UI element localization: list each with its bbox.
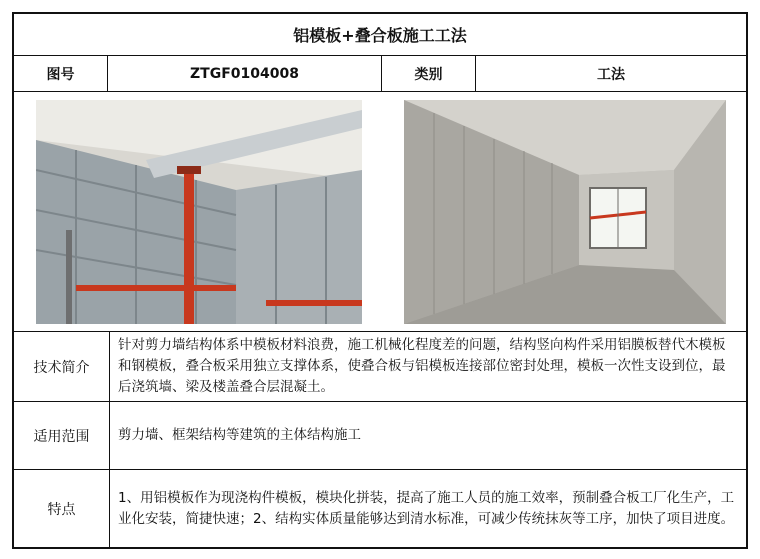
tech-intro-row: [14, 332, 746, 402]
category-value: 工法: [597, 66, 625, 83]
document-table: [12, 12, 748, 549]
finished-room-photo: [404, 100, 726, 324]
features-label: 特点: [14, 470, 110, 547]
formwork-photo-graphic: [36, 100, 362, 324]
finished-room-photo-graphic: [404, 100, 726, 324]
header-row: [14, 56, 746, 92]
scope-text: 剪力墙、框架结构等建筑的主体结构施工: [118, 427, 361, 443]
photo-row: [14, 92, 746, 332]
scope-row: [14, 402, 746, 470]
features-text: 1、用铝模板作为现浇构件模板，模块化拼装，提高了施工人员的施工效率，预制叠合板工厂化生产，工业化安装，简捷快速；2、结构实体质量能够达到清水标准，可减少传统抹灰等工序，加快了项目进度。: [118, 489, 735, 527]
code-value: ZTGF0104008: [108, 56, 382, 91]
features-row: [14, 470, 746, 547]
code-label: 图号: [14, 56, 108, 91]
tech-intro-text: 针对剪力墙结构体系中模板材料浪费，施工机械化程度差的问题，结构竖向构件采用铝膜板替代木模板和钢模板，叠合板采用独立支撑体系，使叠合板与铝模板连接部位密封处理，模板一次性支设到位，最后浇筑墙、梁及楼盖叠合层混凝土。: [118, 337, 726, 395]
tech-intro-label: 技术简介: [14, 332, 110, 401]
scope-label: 适用范围: [14, 402, 110, 469]
document-title: 铝模板+叠合板施工工法: [14, 14, 746, 56]
formwork-photo: [36, 100, 362, 324]
category-label: 类别: [382, 56, 476, 91]
